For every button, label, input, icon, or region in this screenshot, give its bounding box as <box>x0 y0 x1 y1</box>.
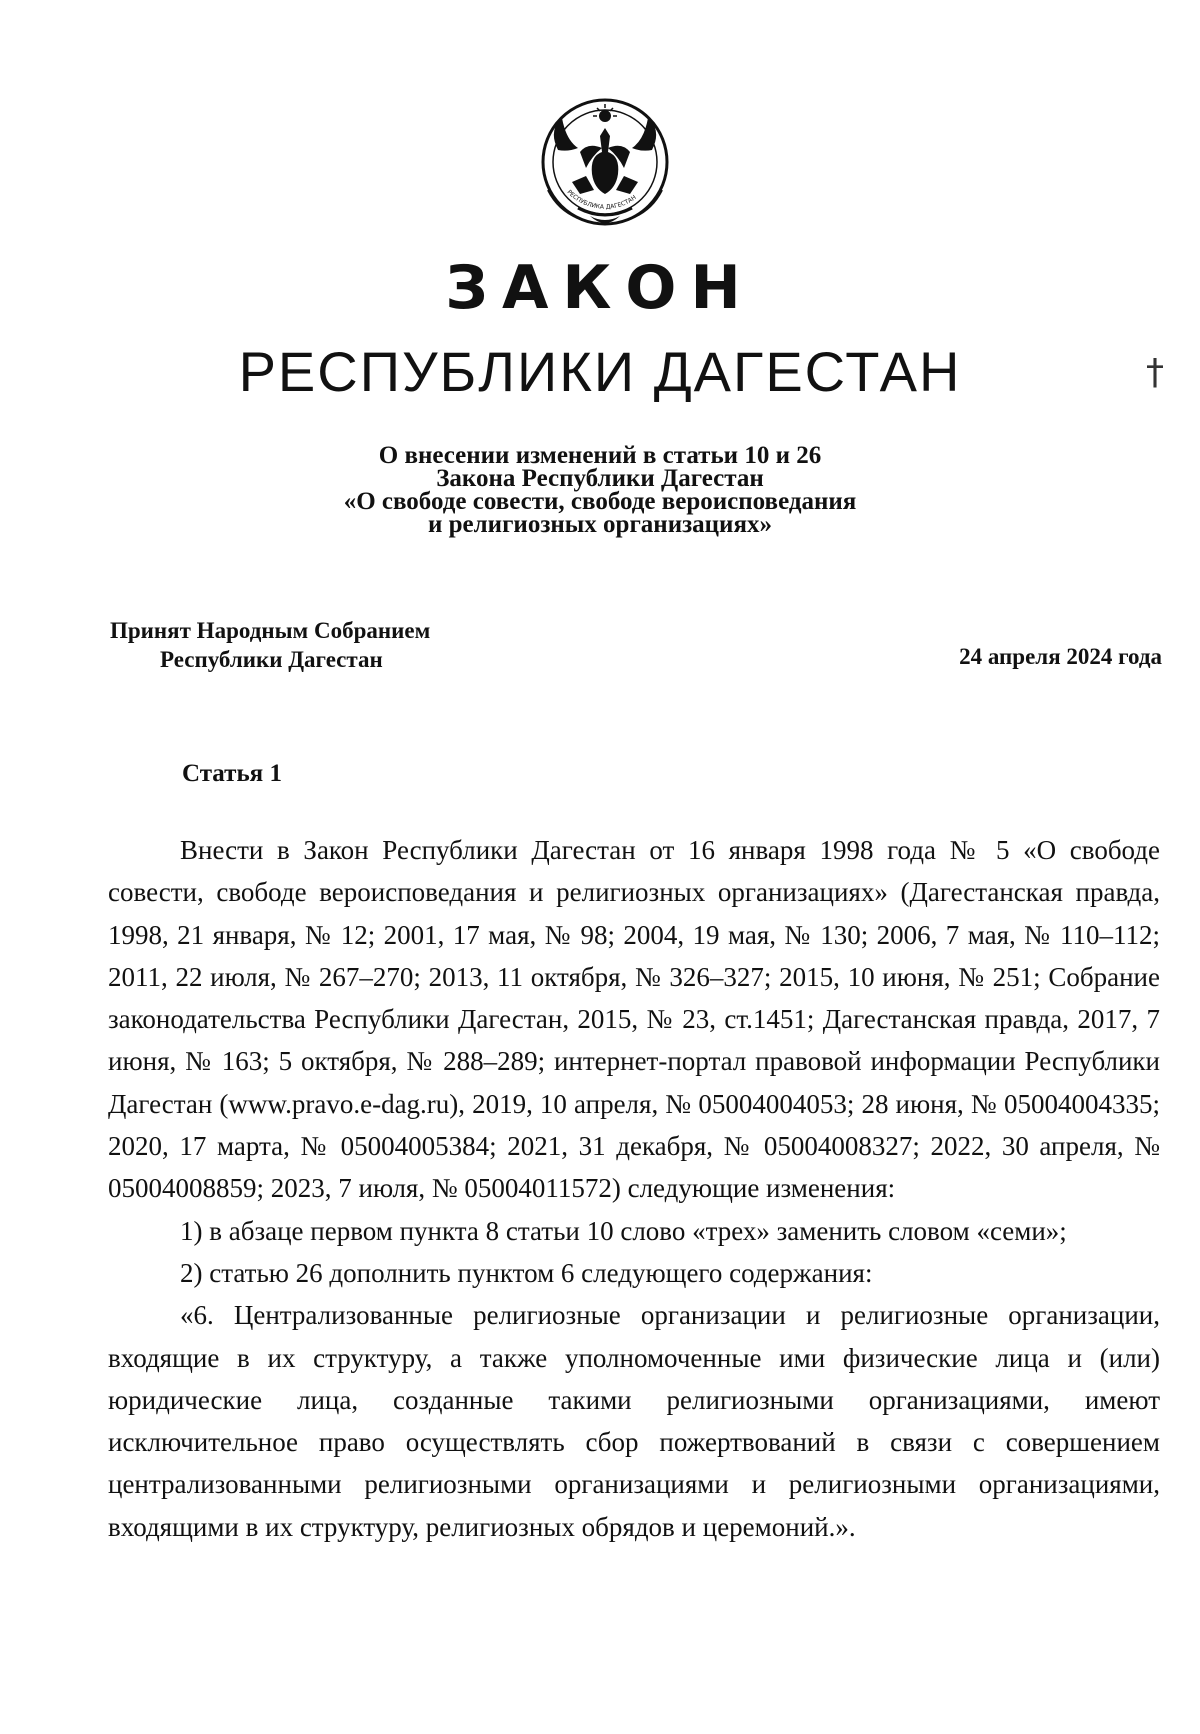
margin-mark: † <box>1146 352 1164 393</box>
law-title-line-1: О внесении изменений в статьи 10 и 26 <box>378 442 822 469</box>
adoption-date: 24 апреля 2024 года <box>959 644 1162 669</box>
law-title-line-2: Закона Республики Дагестан <box>436 465 764 492</box>
article-paragraph: «6. Централизованные религиозные организации и религиозные организации, входящие в их структуру, а также уполномоченные ими физические лица и (или) юридические лица, созданные такими религиозными организациями, имеют исключительное право осуществлять сбор пожертвований в связи с совершением централизованными религиозными организациями и религиозными организациями, входящими в их структуру, религиозных обрядов и церемоний.». <box>108 1300 1160 1542</box>
adoption-line-1: Принят Народным Собранием <box>110 618 431 643</box>
law-title <box>0 444 1200 536</box>
emblem-motto: РЕСПУБЛИКА ДАГЕСТАН <box>565 188 638 211</box>
article-paragraph: Внести в Закон Республики Дагестан от 16 января 1998 года № 5 «О свободе совести, свободе вероисповедания и религиозных организациях» (Дагестанская правда, 1998, 21 января, № 12; 2001, 17 мая, № 98; 2004, 19 мая, № 130; 2006, 7 мая, № 110–112; 2011, 22 июля, № 267–270; 2013, 11 октября, № 326–327; 2015, 10 июня, № 251; Собрание законодательства Республики Дагестан, 2015, № 23, ст.1451; Дагестанская правда, 2017, 7 июня, № 163; 5 октября, № 288–289; интернет-портал правовой информации Республики Дагестан (www.pravo.e-dag.ru), 2019, 10 апреля, № 05004004053; 28 июня, № 05004004335; 2020, 17 марта, № 05004005384; 2021, 31 декабря, № 05004008327; 2022, 30 апреля, № 05004008859; 2023, 7 июля, № 05004011572) следующие изменения: <box>108 835 1160 1204</box>
law-title-line-3: «О свободе совести, свободе вероисповедания <box>343 488 857 515</box>
adoption-line-2: Республики Дагестан <box>160 647 383 672</box>
issuer-subtitle: РЕСПУБЛИКИ ДАГЕСТАН <box>238 340 962 403</box>
article-body <box>108 829 1160 1548</box>
article-title: Статья 1 <box>182 760 282 787</box>
adoption-statement <box>110 616 430 674</box>
law-title-line-4: и религиозных организациях» <box>427 511 772 538</box>
document-type-title: ЗАКОН <box>445 253 755 323</box>
coat-of-arms-icon <box>528 90 682 238</box>
article-paragraph: 2) статью 26 дополнить пунктом 6 следующего содержания: <box>180 1257 873 1288</box>
article-paragraph: 1) в абзаце первом пункта 8 статьи 10 слово «трех» заменить словом «семи»; <box>180 1215 1067 1246</box>
